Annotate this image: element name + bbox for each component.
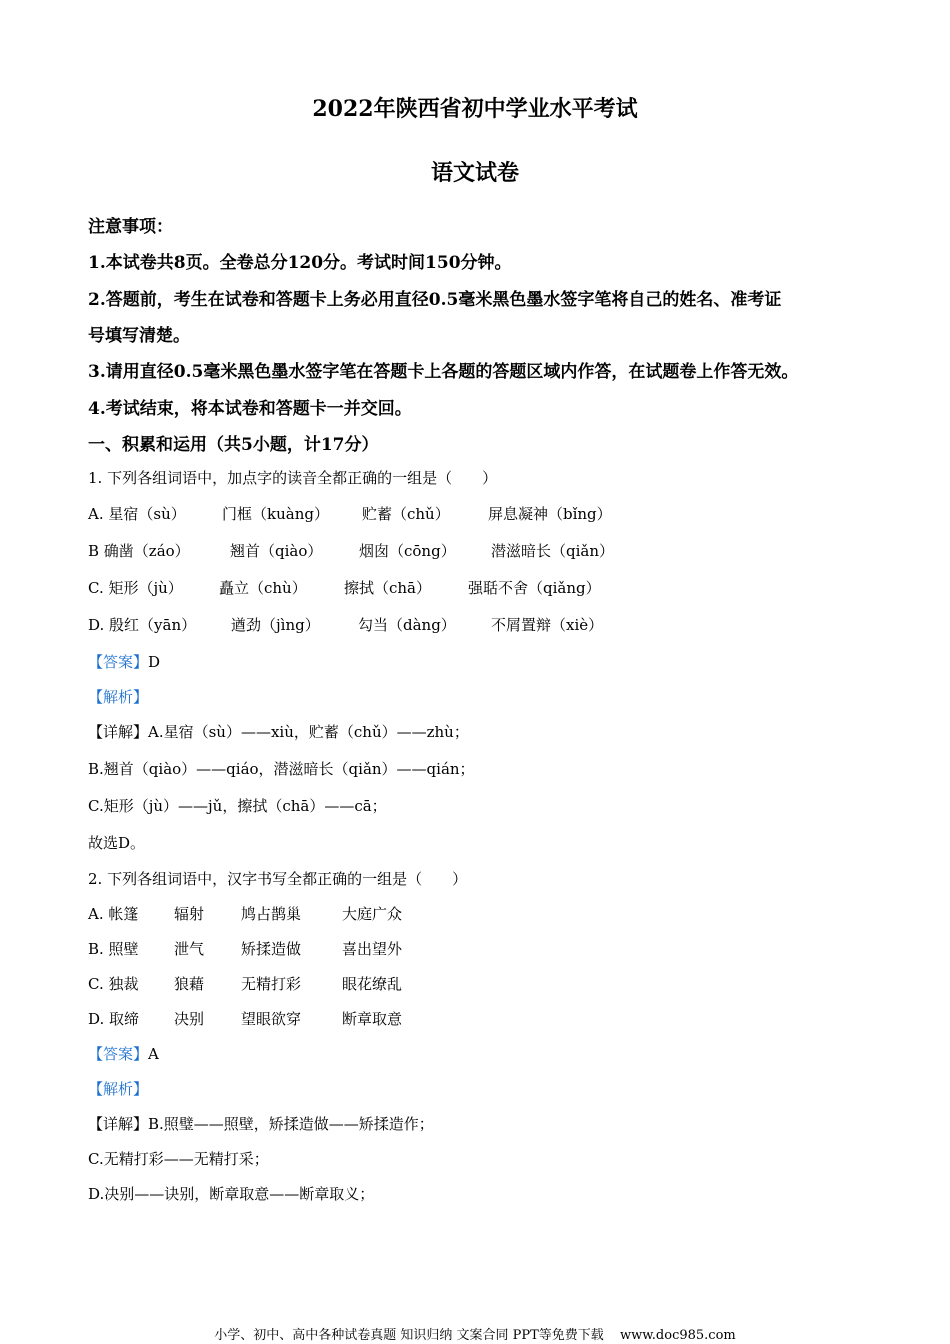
option-word: A. 星宿（sù） — [88, 505, 186, 523]
option-word: B. 照壁 — [88, 940, 139, 958]
option-word: 无精打彩 — [241, 975, 302, 993]
notice-item-4: 4.考试结束，将本试卷和答题卡一并交回。 — [88, 399, 412, 419]
option-word: 鸠占鹊巢 — [241, 905, 302, 923]
page-title: 2022年陕西省初中学业水平考试 — [312, 96, 638, 122]
question-1-answer — [88, 651, 160, 672]
question-2-detail-1: 【详解】B.照璧——照壁，矫揉造做——矫揉造作； — [88, 1115, 434, 1133]
option-word: A. 帐篷 — [88, 905, 139, 923]
option-word: 屏息凝神（bǐng） — [488, 505, 612, 523]
option-word: C. 独裁 — [88, 975, 139, 993]
page-subtitle: 语文试卷 — [430, 160, 519, 186]
question-1-conclusion: 故选D。 — [88, 834, 146, 852]
option-word: 门框（kuàng） — [222, 505, 329, 523]
option-word: 贮蓄（chǔ） — [362, 505, 450, 523]
option-word: 大庭广众 — [342, 905, 403, 923]
option-word: 遒劲（jìng） — [231, 616, 320, 634]
question-1-detail-3: C.矩形（jù）——jǔ，擦拭（chā）——cā； — [88, 797, 387, 815]
answer-value: A — [148, 1045, 159, 1063]
option-word: 翘首（qiào） — [230, 542, 323, 560]
option-word: C. 矩形（jù） — [88, 579, 183, 597]
option-word: 不屑置辩（xiè） — [491, 616, 604, 634]
option-word: 辐射 — [174, 905, 205, 923]
question-1-detail-1: 【详解】A.星宿（sù）——xiù，贮蓄（chǔ）——zhù； — [88, 723, 469, 741]
answer-value: D — [148, 653, 161, 671]
option-word: 眼花缭乱 — [342, 975, 403, 993]
question-2-stem: 2. 下列各组词语中，汉字书写全都正确的一组是（ ） — [88, 870, 468, 888]
section-heading: 一、积累和运用（共5小题，计17分） — [88, 435, 379, 455]
option-word: D. 取缔 — [88, 1010, 140, 1028]
question-2-analysis-label: 【解析】 — [88, 1080, 149, 1098]
notice-item-2-cont: 号填写清楚。 — [88, 326, 190, 346]
notice-heading: 注意事项： — [88, 217, 173, 237]
notice-item-2: 2.答题前，考生在试卷和答题卡上务必用直径0.5毫米黑色墨水签字笔将自己的姓名、准考证 — [88, 290, 782, 310]
option-word: 狼藉 — [174, 975, 205, 993]
option-word: 决别 — [174, 1010, 205, 1028]
option-word: D. 殷红（yān） — [88, 616, 197, 634]
notice-item-3: 3.请用直径0.5毫米黑色墨水签字笔在答题卡上各题的答题区域内作答，在试题卷上作答无效。 — [88, 362, 799, 382]
question-2-detail-2: C.无精打彩——无精打采； — [88, 1150, 269, 1168]
option-word: 潜滋暗长（qiǎn） — [491, 542, 615, 560]
option-word: 矫揉造做 — [241, 940, 302, 958]
question-2-answer — [88, 1043, 159, 1064]
page-footer — [0, 1324, 950, 1343]
option-word: 烟囱（cōng） — [359, 542, 456, 560]
option-word: 擦拭（chā） — [344, 579, 432, 597]
option-word: B 确凿（záo） — [88, 542, 190, 560]
option-word: 望眼欲穿 — [241, 1010, 302, 1028]
footer-link[interactable]: www.doc985.com — [619, 1328, 736, 1343]
option-word: 强聒不舍（qiǎng） — [468, 579, 601, 597]
question-1-detail-2: B.翘首（qiào）——qiáo，潜滋暗长（qiǎn）——qián； — [88, 760, 475, 778]
option-word: 断章取意 — [342, 1010, 403, 1028]
answer-label: 【答案】 — [88, 653, 149, 671]
footer-text: 小学、初中、高中各种试卷真题 知识归纳 文案合同 PPT等免费下载 — [214, 1328, 604, 1343]
answer-label: 【答案】 — [88, 1045, 149, 1063]
question-1-stem: 1. 下列各组词语中，加点字的读音全都正确的一组是（ ） — [88, 469, 498, 487]
option-word: 喜出望外 — [342, 940, 403, 958]
option-word: 泄气 — [174, 940, 205, 958]
option-word: 勾当（dàng） — [358, 616, 456, 634]
question-2-detail-3: D.决别——诀别，断章取意——断章取义； — [88, 1185, 375, 1203]
notice-item-1: 1.本试卷共8页。全卷总分120分。考试时间150分钟。 — [88, 253, 512, 273]
question-1-analysis-label: 【解析】 — [88, 688, 149, 706]
option-word: 矗立（chù） — [219, 579, 307, 597]
